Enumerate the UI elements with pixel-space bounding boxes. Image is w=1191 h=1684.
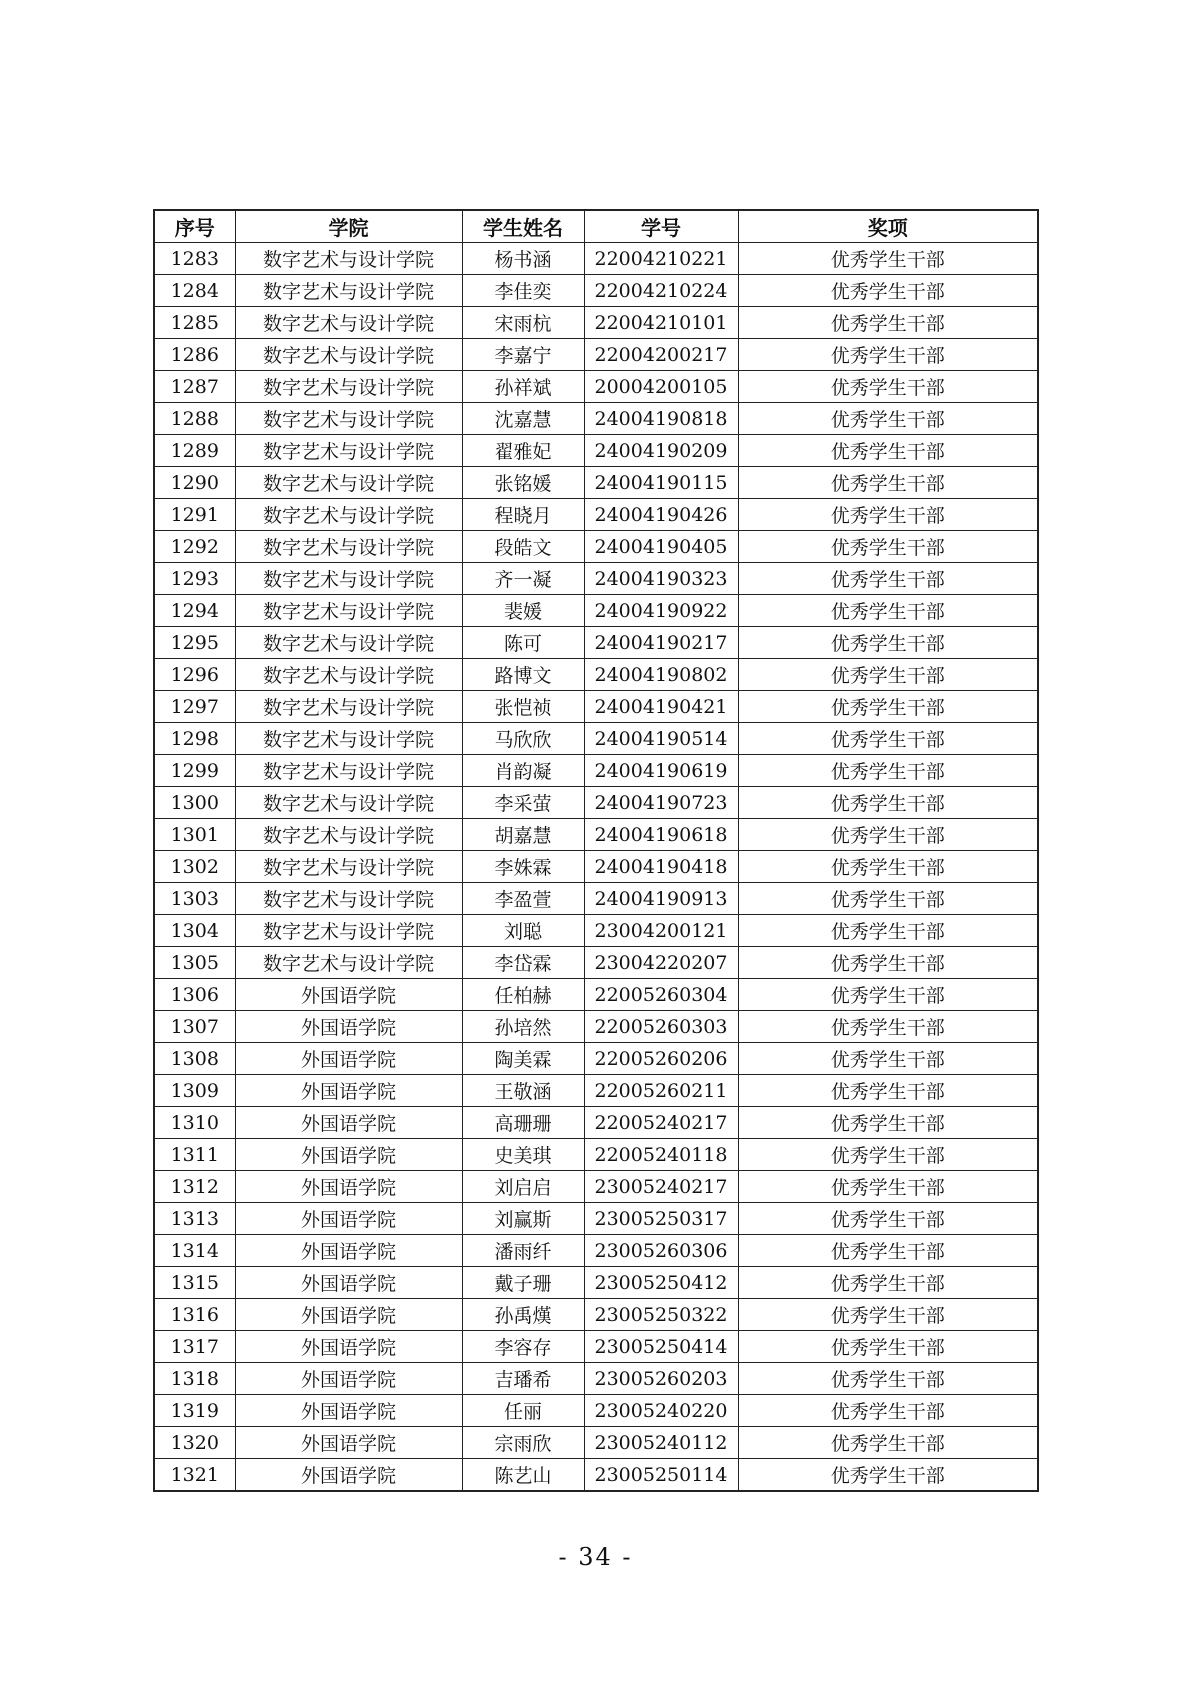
cell-serial: 1321 (154, 1459, 235, 1492)
cell-award: 优秀学生干部 (738, 723, 1038, 755)
cell-student-id: 22005260206 (584, 1043, 738, 1075)
cell-student-name: 李嘉宁 (462, 339, 584, 371)
table-row (154, 435, 1038, 467)
cell-college: 数字艺术与设计学院 (235, 499, 462, 531)
cell-student-id: 22005260211 (584, 1075, 738, 1107)
cell-serial: 1287 (154, 371, 235, 403)
cell-award: 优秀学生干部 (738, 339, 1038, 371)
cell-serial: 1302 (154, 851, 235, 883)
cell-student-name: 李岱霖 (462, 947, 584, 979)
cell-student-id: 23005260203 (584, 1363, 738, 1395)
cell-serial: 1312 (154, 1171, 235, 1203)
cell-college: 数字艺术与设计学院 (235, 371, 462, 403)
cell-award: 优秀学生干部 (738, 979, 1038, 1011)
cell-college: 数字艺术与设计学院 (235, 531, 462, 563)
cell-award: 优秀学生干部 (738, 275, 1038, 307)
cell-student-id: 23004220207 (584, 947, 738, 979)
cell-award: 优秀学生干部 (738, 1299, 1038, 1331)
cell-award: 优秀学生干部 (738, 531, 1038, 563)
cell-serial: 1316 (154, 1299, 235, 1331)
cell-student-id: 24004190514 (584, 723, 738, 755)
table-row (154, 467, 1038, 499)
cell-student-id: 24004190323 (584, 563, 738, 595)
cell-college: 外国语学院 (235, 979, 462, 1011)
cell-student-id: 22004210221 (584, 243, 738, 275)
cell-student-name: 李佳奕 (462, 275, 584, 307)
cell-award: 优秀学生干部 (738, 403, 1038, 435)
cell-award: 优秀学生干部 (738, 1363, 1038, 1395)
table-row (154, 339, 1038, 371)
cell-award: 优秀学生干部 (738, 371, 1038, 403)
cell-college: 数字艺术与设计学院 (235, 819, 462, 851)
cell-student-id: 23005240217 (584, 1171, 738, 1203)
cell-award: 优秀学生干部 (738, 1171, 1038, 1203)
cell-college: 外国语学院 (235, 1427, 462, 1459)
cell-serial: 1293 (154, 563, 235, 595)
cell-student-name: 孙禹熯 (462, 1299, 584, 1331)
cell-college: 数字艺术与设计学院 (235, 947, 462, 979)
cell-award: 优秀学生干部 (738, 1267, 1038, 1299)
table-row (154, 851, 1038, 883)
cell-college: 数字艺术与设计学院 (235, 275, 462, 307)
cell-serial: 1300 (154, 787, 235, 819)
cell-college: 外国语学院 (235, 1203, 462, 1235)
cell-student-name: 裴媛 (462, 595, 584, 627)
cell-award: 优秀学生干部 (738, 467, 1038, 499)
cell-serial: 1304 (154, 915, 235, 947)
cell-serial: 1310 (154, 1107, 235, 1139)
cell-award: 优秀学生干部 (738, 1203, 1038, 1235)
cell-college: 外国语学院 (235, 1299, 462, 1331)
cell-student-name: 段皓文 (462, 531, 584, 563)
cell-college: 数字艺术与设计学院 (235, 723, 462, 755)
cell-student-id: 24004190618 (584, 819, 738, 851)
cell-serial: 1288 (154, 403, 235, 435)
cell-student-name: 程晓月 (462, 499, 584, 531)
cell-award: 优秀学生干部 (738, 947, 1038, 979)
cell-student-name: 张铭媛 (462, 467, 584, 499)
cell-student-id: 24004190818 (584, 403, 738, 435)
cell-college: 外国语学院 (235, 1107, 462, 1139)
cell-student-name: 刘赢斯 (462, 1203, 584, 1235)
cell-award: 优秀学生干部 (738, 851, 1038, 883)
cell-college: 外国语学院 (235, 1459, 462, 1492)
cell-award: 优秀学生干部 (738, 563, 1038, 595)
cell-student-id: 24004190619 (584, 755, 738, 787)
cell-student-id: 22005260303 (584, 1011, 738, 1043)
cell-award: 优秀学生干部 (738, 883, 1038, 915)
cell-award: 优秀学生干部 (738, 307, 1038, 339)
cell-award: 优秀学生干部 (738, 659, 1038, 691)
cell-student-id: 23005250412 (584, 1267, 738, 1299)
cell-college: 外国语学院 (235, 1331, 462, 1363)
cell-college: 数字艺术与设计学院 (235, 883, 462, 915)
cell-student-name: 王敬涵 (462, 1075, 584, 1107)
cell-college: 数字艺术与设计学院 (235, 435, 462, 467)
header-serial: 序号 (154, 210, 235, 243)
table-row (154, 1363, 1038, 1395)
table-row (154, 499, 1038, 531)
cell-serial: 1307 (154, 1011, 235, 1043)
table-body (154, 243, 1038, 1492)
cell-student-name: 路博文 (462, 659, 584, 691)
table-row (154, 1427, 1038, 1459)
table-row (154, 1043, 1038, 1075)
table-row (154, 275, 1038, 307)
cell-student-id: 23005240112 (584, 1427, 738, 1459)
table-row (154, 915, 1038, 947)
cell-student-id: 22005240217 (584, 1107, 738, 1139)
cell-student-id: 20004200105 (584, 371, 738, 403)
cell-college: 外国语学院 (235, 1171, 462, 1203)
cell-college: 数字艺术与设计学院 (235, 339, 462, 371)
cell-student-name: 陈艺山 (462, 1459, 584, 1492)
cell-serial: 1314 (154, 1235, 235, 1267)
cell-award: 优秀学生干部 (738, 755, 1038, 787)
cell-student-id: 23004200121 (584, 915, 738, 947)
cell-student-id: 24004190723 (584, 787, 738, 819)
cell-student-id: 22005260304 (584, 979, 738, 1011)
cell-serial: 1292 (154, 531, 235, 563)
table-row (154, 691, 1038, 723)
cell-serial: 1286 (154, 339, 235, 371)
table-row (154, 819, 1038, 851)
cell-student-id: 24004190115 (584, 467, 738, 499)
cell-college: 数字艺术与设计学院 (235, 627, 462, 659)
table-row (154, 531, 1038, 563)
table-row (154, 243, 1038, 275)
cell-serial: 1296 (154, 659, 235, 691)
cell-award: 优秀学生干部 (738, 595, 1038, 627)
cell-student-name: 翟雅妃 (462, 435, 584, 467)
cell-award: 优秀学生干部 (738, 627, 1038, 659)
cell-student-name: 孙祥斌 (462, 371, 584, 403)
cell-student-name: 胡嘉慧 (462, 819, 584, 851)
table-row (154, 723, 1038, 755)
cell-student-name: 马欣欣 (462, 723, 584, 755)
cell-award: 优秀学生干部 (738, 1075, 1038, 1107)
cell-college: 数字艺术与设计学院 (235, 403, 462, 435)
table-row (154, 979, 1038, 1011)
cell-student-id: 24004190209 (584, 435, 738, 467)
header-college: 学院 (235, 210, 462, 243)
cell-college: 外国语学院 (235, 1075, 462, 1107)
page-number: - 34 - (558, 1543, 633, 1571)
cell-student-name: 宋雨杭 (462, 307, 584, 339)
table-row (154, 1107, 1038, 1139)
cell-serial: 1289 (154, 435, 235, 467)
table-row (154, 947, 1038, 979)
table-row (154, 787, 1038, 819)
cell-college: 数字艺术与设计学院 (235, 659, 462, 691)
cell-award: 优秀学生干部 (738, 499, 1038, 531)
cell-serial: 1301 (154, 819, 235, 851)
cell-serial: 1299 (154, 755, 235, 787)
header-student-id: 学号 (584, 210, 738, 243)
cell-student-id: 24004190913 (584, 883, 738, 915)
cell-award: 优秀学生干部 (738, 1011, 1038, 1043)
cell-college: 外国语学院 (235, 1043, 462, 1075)
cell-student-id: 23005250114 (584, 1459, 738, 1492)
cell-student-name: 任柏赫 (462, 979, 584, 1011)
cell-college: 数字艺术与设计学院 (235, 243, 462, 275)
table-row (154, 1331, 1038, 1363)
cell-college: 数字艺术与设计学院 (235, 595, 462, 627)
cell-college: 数字艺术与设计学院 (235, 915, 462, 947)
cell-serial: 1290 (154, 467, 235, 499)
header-student-name: 学生姓名 (462, 210, 584, 243)
cell-student-name: 戴子珊 (462, 1267, 584, 1299)
table-row (154, 307, 1038, 339)
cell-student-name: 李姝霖 (462, 851, 584, 883)
cell-serial: 1309 (154, 1075, 235, 1107)
cell-serial: 1315 (154, 1267, 235, 1299)
cell-serial: 1317 (154, 1331, 235, 1363)
cell-student-name: 李容存 (462, 1331, 584, 1363)
cell-student-name: 肖韵凝 (462, 755, 584, 787)
cell-student-name: 陶美霖 (462, 1043, 584, 1075)
cell-serial: 1294 (154, 595, 235, 627)
cell-college: 外国语学院 (235, 1267, 462, 1299)
table-row (154, 1267, 1038, 1299)
cell-student-id: 22004200217 (584, 339, 738, 371)
cell-serial: 1295 (154, 627, 235, 659)
cell-student-id: 24004190217 (584, 627, 738, 659)
table-row (154, 1011, 1038, 1043)
table-row (154, 1171, 1038, 1203)
cell-college: 数字艺术与设计学院 (235, 691, 462, 723)
cell-student-name: 陈可 (462, 627, 584, 659)
cell-student-name: 张恺祯 (462, 691, 584, 723)
cell-college: 数字艺术与设计学院 (235, 467, 462, 499)
cell-student-id: 23005250317 (584, 1203, 738, 1235)
cell-student-name: 宗雨欣 (462, 1427, 584, 1459)
cell-student-name: 任丽 (462, 1395, 584, 1427)
cell-serial: 1319 (154, 1395, 235, 1427)
table-row (154, 755, 1038, 787)
cell-student-name: 李采萤 (462, 787, 584, 819)
table-row (154, 1395, 1038, 1427)
cell-award: 优秀学生干部 (738, 1331, 1038, 1363)
table-row (154, 563, 1038, 595)
cell-student-id: 23005260306 (584, 1235, 738, 1267)
cell-student-id: 24004190418 (584, 851, 738, 883)
cell-college: 数字艺术与设计学院 (235, 307, 462, 339)
cell-student-id: 22004210101 (584, 307, 738, 339)
cell-student-name: 孙培然 (462, 1011, 584, 1043)
table-row (154, 1203, 1038, 1235)
cell-student-id: 24004190405 (584, 531, 738, 563)
cell-serial: 1318 (154, 1363, 235, 1395)
header-row (154, 210, 1038, 243)
cell-award: 优秀学生干部 (738, 787, 1038, 819)
cell-student-id: 24004190426 (584, 499, 738, 531)
cell-serial: 1308 (154, 1043, 235, 1075)
cell-student-id: 23005250414 (584, 1331, 738, 1363)
cell-student-name: 刘启启 (462, 1171, 584, 1203)
cell-college: 外国语学院 (235, 1235, 462, 1267)
table-row (154, 659, 1038, 691)
cell-serial: 1283 (154, 243, 235, 275)
cell-award: 优秀学生干部 (738, 435, 1038, 467)
cell-award: 优秀学生干部 (738, 1043, 1038, 1075)
cell-serial: 1285 (154, 307, 235, 339)
cell-award: 优秀学生干部 (738, 819, 1038, 851)
cell-serial: 1297 (154, 691, 235, 723)
cell-student-id: 24004190802 (584, 659, 738, 691)
cell-college: 数字艺术与设计学院 (235, 755, 462, 787)
table-row (154, 595, 1038, 627)
cell-serial: 1311 (154, 1139, 235, 1171)
cell-student-name: 高珊珊 (462, 1107, 584, 1139)
cell-college: 外国语学院 (235, 1011, 462, 1043)
cell-award: 优秀学生干部 (738, 1235, 1038, 1267)
cell-student-id: 24004190421 (584, 691, 738, 723)
cell-college: 外国语学院 (235, 1139, 462, 1171)
award-table (153, 209, 1039, 1492)
cell-student-name: 吉璠希 (462, 1363, 584, 1395)
cell-student-name: 李盈萱 (462, 883, 584, 915)
table-row (154, 1235, 1038, 1267)
table-row (154, 403, 1038, 435)
cell-student-id: 22005240118 (584, 1139, 738, 1171)
cell-student-name: 史美琪 (462, 1139, 584, 1171)
cell-college: 外国语学院 (235, 1395, 462, 1427)
cell-serial: 1320 (154, 1427, 235, 1459)
table-row (154, 1075, 1038, 1107)
table-row (154, 371, 1038, 403)
cell-award: 优秀学生干部 (738, 1395, 1038, 1427)
cell-student-name: 齐一凝 (462, 563, 584, 595)
cell-award: 优秀学生干部 (738, 243, 1038, 275)
cell-serial: 1313 (154, 1203, 235, 1235)
table-row (154, 627, 1038, 659)
cell-student-id: 22004210224 (584, 275, 738, 307)
cell-award: 优秀学生干部 (738, 915, 1038, 947)
cell-college: 数字艺术与设计学院 (235, 787, 462, 819)
cell-award: 优秀学生干部 (738, 691, 1038, 723)
cell-college: 数字艺术与设计学院 (235, 851, 462, 883)
cell-student-name: 沈嘉慧 (462, 403, 584, 435)
cell-student-name: 刘聪 (462, 915, 584, 947)
cell-student-id: 23005240220 (584, 1395, 738, 1427)
table-row (154, 883, 1038, 915)
table-row (154, 1459, 1038, 1492)
table-header (154, 210, 1038, 243)
cell-serial: 1305 (154, 947, 235, 979)
cell-serial: 1306 (154, 979, 235, 1011)
cell-student-id: 24004190922 (584, 595, 738, 627)
cell-student-id: 23005250322 (584, 1299, 738, 1331)
header-award: 奖项 (738, 210, 1038, 243)
cell-award: 优秀学生干部 (738, 1459, 1038, 1492)
cell-award: 优秀学生干部 (738, 1139, 1038, 1171)
table-row (154, 1299, 1038, 1331)
cell-college: 数字艺术与设计学院 (235, 563, 462, 595)
cell-college: 外国语学院 (235, 1363, 462, 1395)
cell-student-name: 杨书涵 (462, 243, 584, 275)
cell-serial: 1291 (154, 499, 235, 531)
cell-serial: 1298 (154, 723, 235, 755)
cell-serial: 1284 (154, 275, 235, 307)
table-row (154, 1139, 1038, 1171)
cell-award: 优秀学生干部 (738, 1427, 1038, 1459)
cell-serial: 1303 (154, 883, 235, 915)
cell-student-name: 潘雨纤 (462, 1235, 584, 1267)
cell-award: 优秀学生干部 (738, 1107, 1038, 1139)
